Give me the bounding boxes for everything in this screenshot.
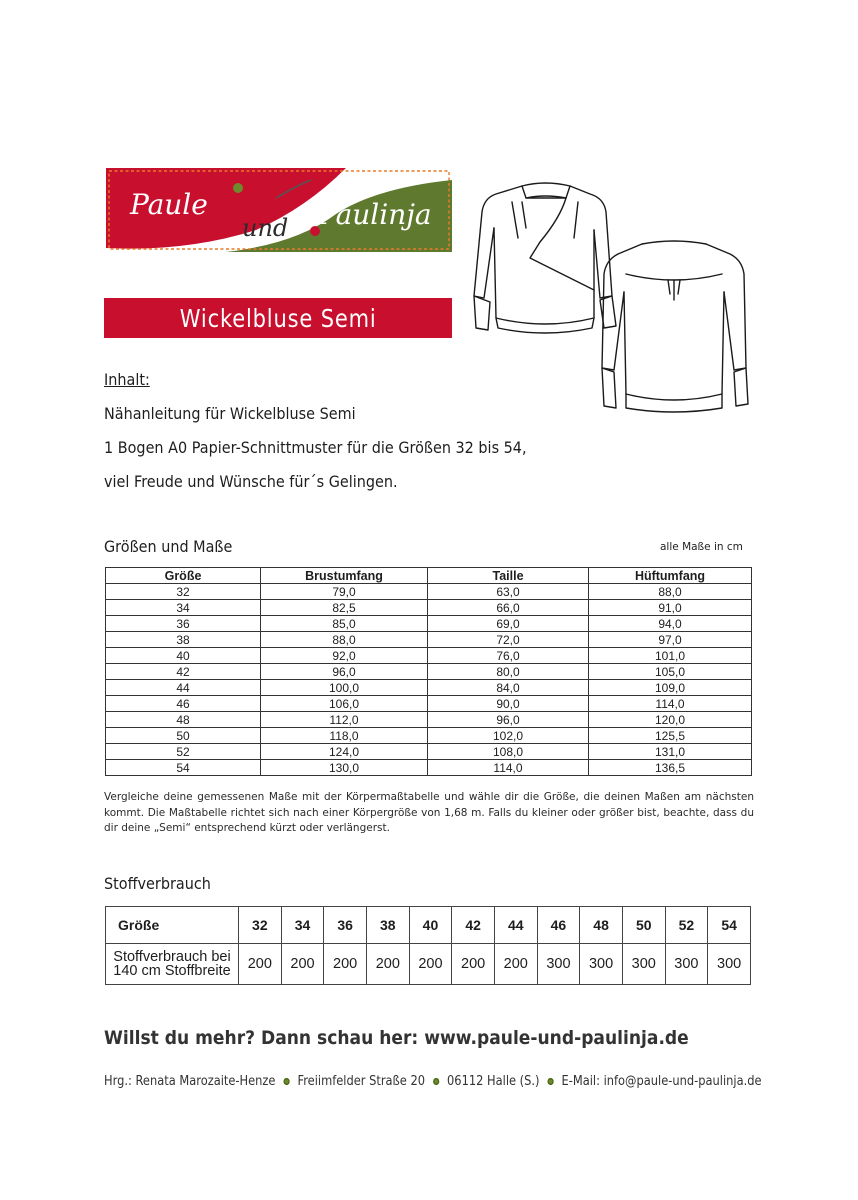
table-row	[106, 632, 752, 648]
fabric-value-cell: 200	[239, 944, 282, 985]
fabric-value-row	[106, 944, 751, 985]
imprint-publisher: Hrg.: Renata Marozaite-Henze	[104, 1074, 276, 1089]
table-cell: 38	[106, 632, 261, 648]
fabric-size-cell: 32	[239, 907, 282, 944]
contents-line: 1 Bogen A0 Papier-Schnittmuster für die Größen 32 bis 54,	[104, 438, 527, 457]
contents-line: viel Freude und Wünsche für´s Gelingen.	[104, 472, 398, 491]
table-cell: 94,0	[589, 616, 752, 632]
table-row	[106, 728, 752, 744]
fabric-size-cell: 44	[494, 907, 537, 944]
fabric-value-cell: 200	[452, 944, 495, 985]
fabric-size-cell: 40	[409, 907, 452, 944]
page-title: Wickelbluse Semi	[179, 303, 377, 333]
table-cell: 118,0	[261, 728, 428, 744]
measurement-table	[105, 567, 752, 776]
fabric-size-cell: 38	[366, 907, 409, 944]
imprint-street: Freiimfelder Straße 20	[297, 1074, 426, 1089]
title-banner	[104, 298, 452, 338]
separator-dot-icon	[547, 1078, 553, 1085]
table-cell: 44	[106, 680, 261, 696]
table-cell: 130,0	[261, 760, 428, 776]
fabric-size-label: Größe	[106, 907, 239, 944]
fabric-usage-label-line: 140 cm Stoffbreite	[113, 963, 231, 979]
table-cell: 54	[106, 760, 261, 776]
table-row	[106, 600, 752, 616]
table-cell: 112,0	[261, 712, 428, 728]
table-cell: 114,0	[428, 760, 589, 776]
table-cell: 136,5	[589, 760, 752, 776]
fabric-value-cell: 300	[665, 944, 708, 985]
sizes-unit-note: alle Maße in cm	[660, 541, 743, 553]
column-header: Größe	[106, 568, 261, 584]
table-cell: 125,5	[589, 728, 752, 744]
logo-word-paule: Paule	[130, 188, 208, 221]
column-header: Taille	[428, 568, 589, 584]
table-cell: 102,0	[428, 728, 589, 744]
table-cell: 88,0	[589, 584, 752, 600]
table-cell: 80,0	[428, 664, 589, 680]
fabric-usage-label	[106, 944, 239, 985]
fabric-size-cell: 54	[708, 907, 751, 944]
fabric-usage-label-line: Stoffverbrauch bei	[113, 949, 231, 965]
fabric-size-cell: 46	[537, 907, 580, 944]
table-cell: 100,0	[261, 680, 428, 696]
fabric-value-cell: 200	[409, 944, 452, 985]
contents-line: Nähanleitung für Wickelbluse Semi	[104, 404, 356, 423]
fabric-value-cell: 300	[580, 944, 623, 985]
table-row	[106, 712, 752, 728]
table-row	[106, 584, 752, 600]
table-cell: 124,0	[261, 744, 428, 760]
sizes-heading: Größen und Maße	[104, 537, 233, 556]
table-cell: 66,0	[428, 600, 589, 616]
separator-dot-icon	[283, 1078, 289, 1085]
table-cell: 114,0	[589, 696, 752, 712]
fabric-size-cell: 52	[665, 907, 708, 944]
fabric-value-cell: 200	[366, 944, 409, 985]
column-header: Hüftumfang	[589, 568, 752, 584]
table-row	[106, 744, 752, 760]
table-cell: 96,0	[428, 712, 589, 728]
logo-word-paulinja: Paulinja	[318, 198, 432, 231]
fabric-heading: Stoffverbrauch	[104, 874, 211, 893]
contents-heading: Inhalt:	[104, 370, 150, 389]
table-cell: 131,0	[589, 744, 752, 760]
table-cell: 91,0	[589, 600, 752, 616]
table-cell: 96,0	[261, 664, 428, 680]
table-cell: 76,0	[428, 648, 589, 664]
table-cell: 82,5	[261, 600, 428, 616]
more-info-line: Willst du mehr? Dann schau her: www.paule-und-paulinja.de	[104, 1027, 689, 1049]
table-row	[106, 760, 752, 776]
table-cell: 42	[106, 664, 261, 680]
table-cell: 50	[106, 728, 261, 744]
table-cell: 52	[106, 744, 261, 760]
table-cell: 36	[106, 616, 261, 632]
table-row	[106, 648, 752, 664]
table-cell: 32	[106, 584, 261, 600]
fabric-size-cell: 48	[580, 907, 623, 944]
table-cell: 101,0	[589, 648, 752, 664]
table-cell: 72,0	[428, 632, 589, 648]
imprint-city: 06112 Halle (S.)	[447, 1074, 540, 1089]
table-cell: 88,0	[261, 632, 428, 648]
table-cell: 85,0	[261, 616, 428, 632]
table-cell: 40	[106, 648, 261, 664]
table-cell: 105,0	[589, 664, 752, 680]
fabric-size-row	[106, 907, 751, 944]
table-header-row	[106, 568, 752, 584]
table-row	[106, 680, 752, 696]
fabric-value-cell: 300	[708, 944, 751, 985]
logo-word-und: und	[242, 214, 289, 242]
table-cell: 46	[106, 696, 261, 712]
table-cell: 69,0	[428, 616, 589, 632]
fabric-size-cell: 42	[452, 907, 495, 944]
table-cell: 63,0	[428, 584, 589, 600]
separator-dot-icon	[433, 1078, 439, 1085]
table-row	[106, 616, 752, 632]
table-cell: 106,0	[261, 696, 428, 712]
table-row	[106, 664, 752, 680]
fabric-value-cell: 300	[622, 944, 665, 985]
table-cell: 48	[106, 712, 261, 728]
blouse-back-drawing	[598, 238, 750, 418]
table-cell: 97,0	[589, 632, 752, 648]
table-cell: 108,0	[428, 744, 589, 760]
sizes-note: Vergleiche deine gemessenen Maße mit der Körpermaßtabelle und wähle dir die Größe, die deinen Maßen am nächsten kommt. Die Maßtabelle richtet sich nach einer Körpergröße von 1,68 m. Falls du kleiner oder größer bist, beachte, dass du dir deine „Semi“ entsprechend kürzt oder verlängerst.	[104, 791, 754, 834]
imprint-line	[104, 1074, 762, 1089]
table-cell: 109,0	[589, 680, 752, 696]
fabric-size-cell: 50	[622, 907, 665, 944]
table-cell: 92,0	[261, 648, 428, 664]
column-header: Brustumfang	[261, 568, 428, 584]
fabric-value-cell: 200	[494, 944, 537, 985]
table-cell: 79,0	[261, 584, 428, 600]
table-cell: 84,0	[428, 680, 589, 696]
table-row	[106, 696, 752, 712]
fabric-usage-table	[105, 906, 751, 985]
brand-logo	[106, 168, 452, 252]
table-cell: 90,0	[428, 696, 589, 712]
fabric-value-cell: 200	[281, 944, 324, 985]
table-cell: 120,0	[589, 712, 752, 728]
fabric-size-cell: 36	[324, 907, 367, 944]
fabric-value-cell: 200	[324, 944, 367, 985]
imprint-email: E-Mail: info@paule-und-paulinja.de	[561, 1074, 762, 1089]
table-cell: 34	[106, 600, 261, 616]
fabric-value-cell: 300	[537, 944, 580, 985]
fabric-size-cell: 34	[281, 907, 324, 944]
